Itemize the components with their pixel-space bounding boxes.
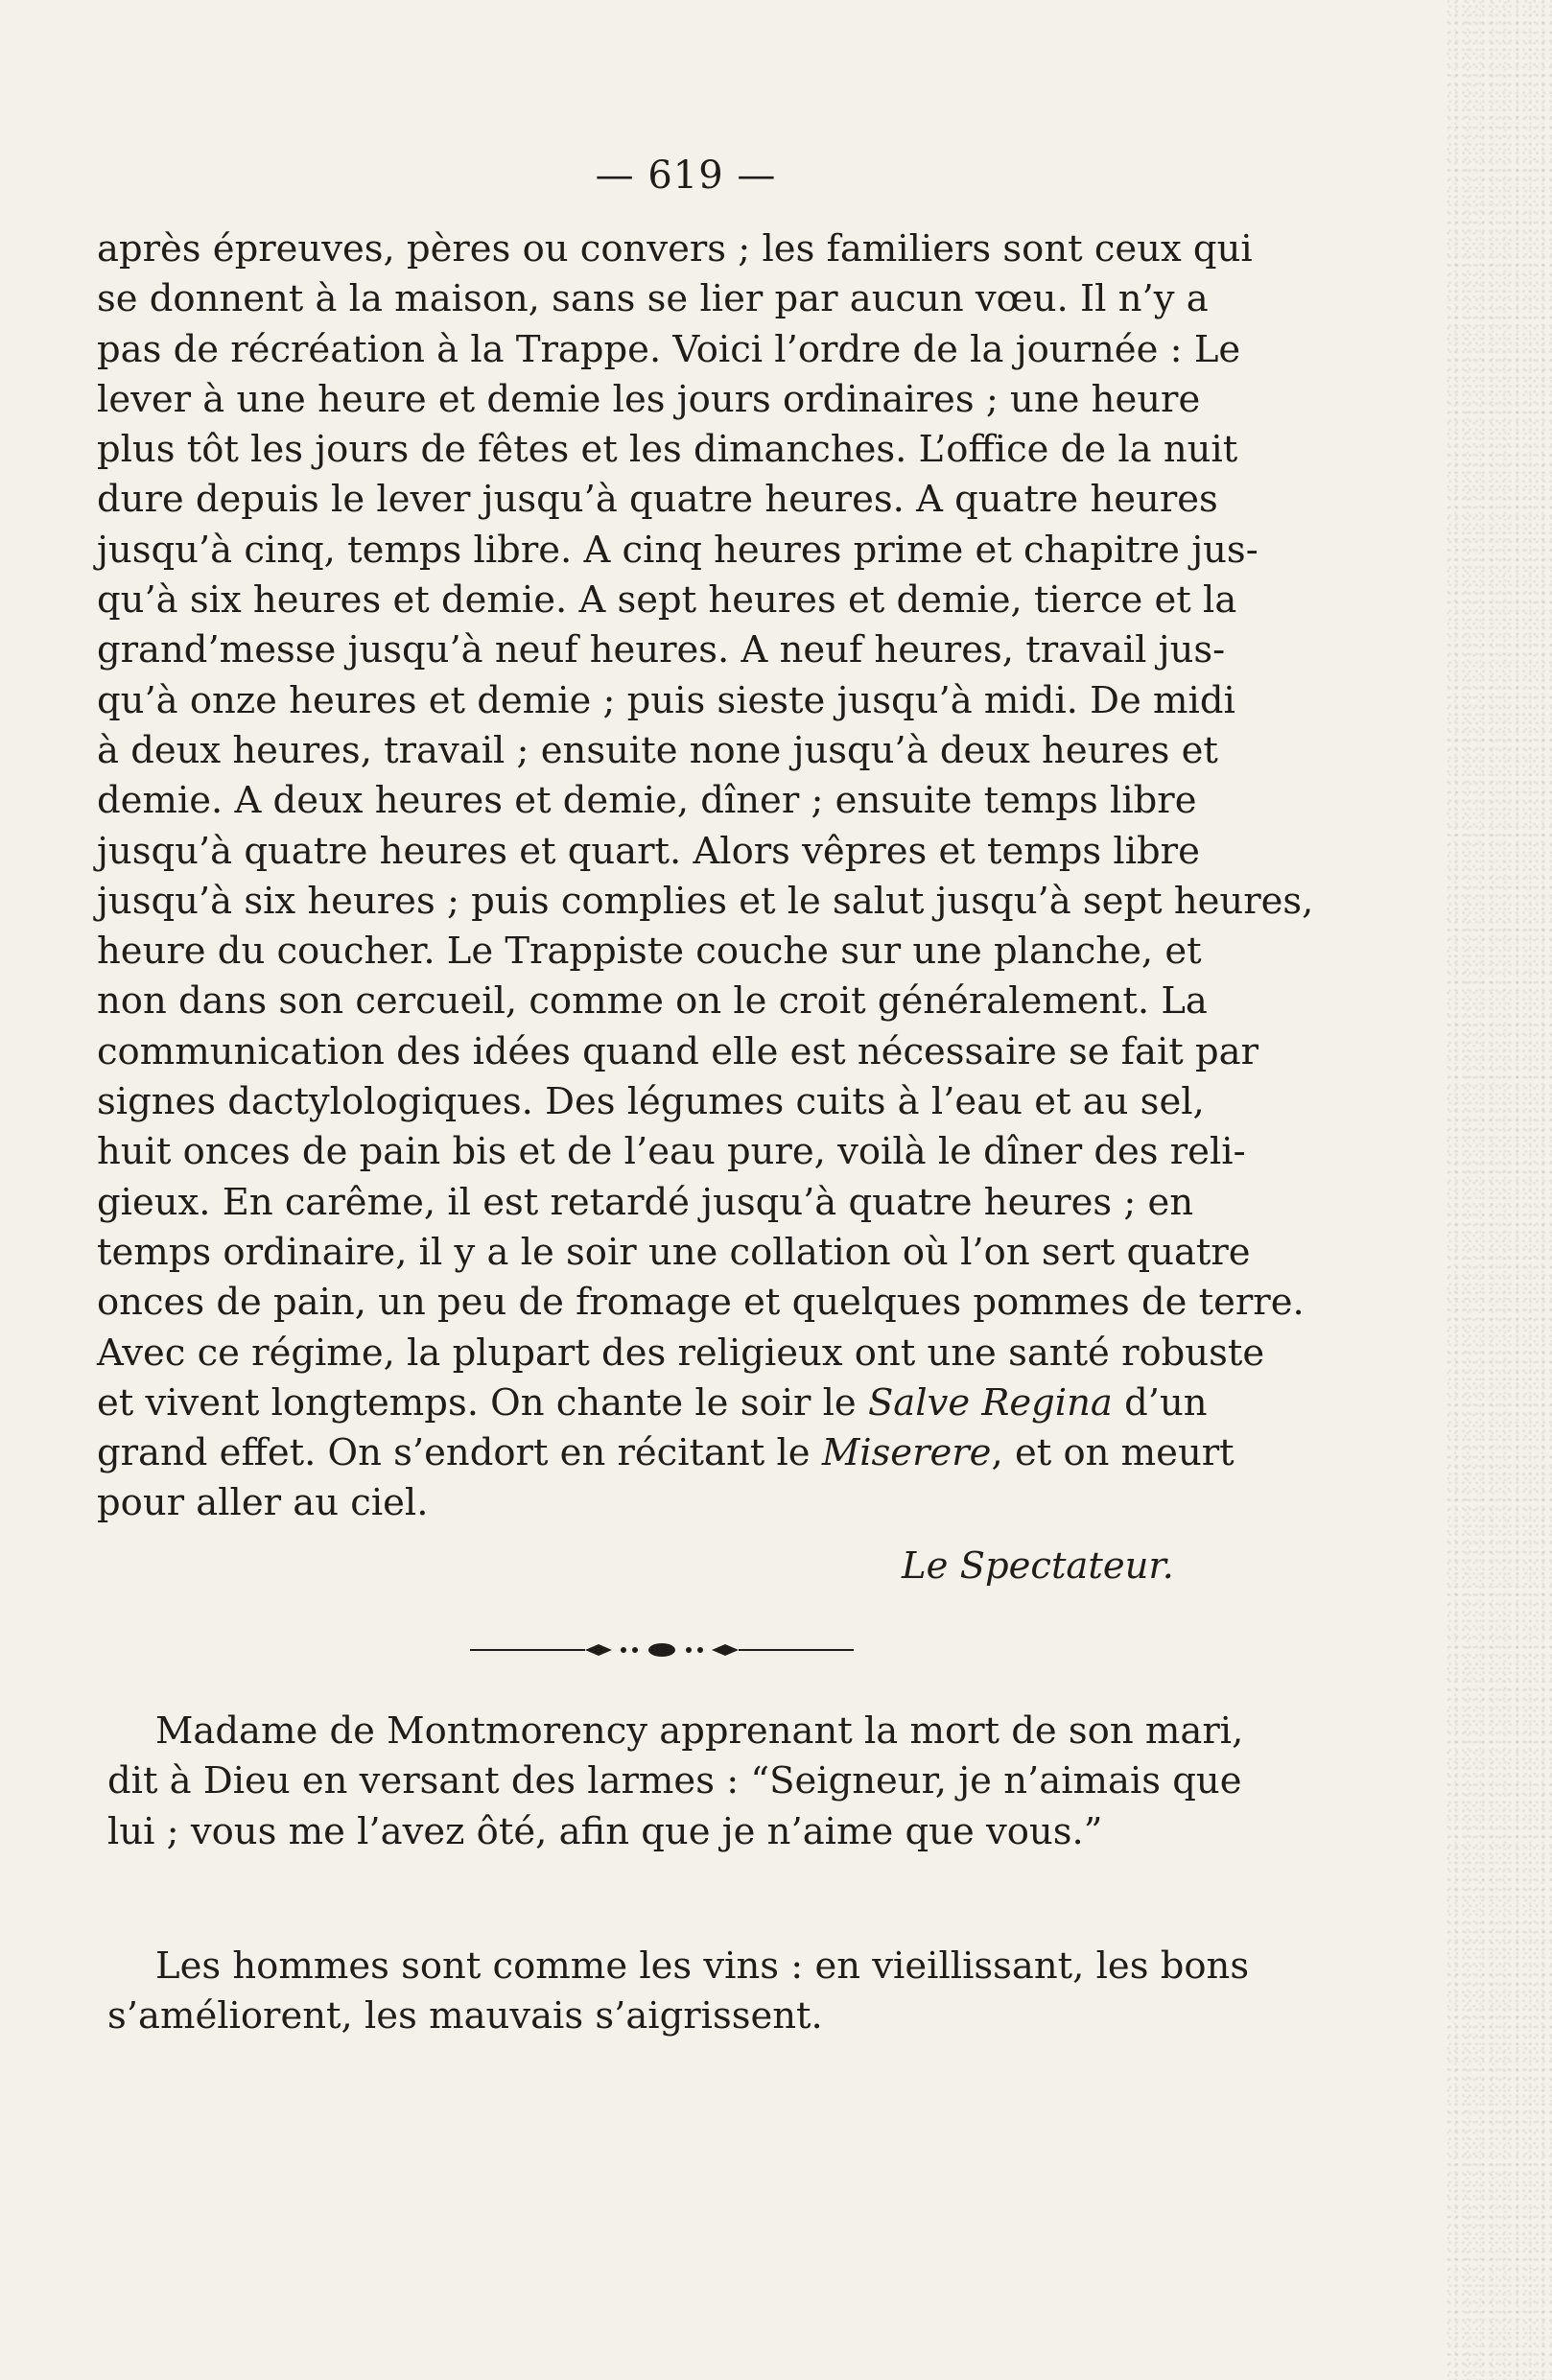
text-line: signes dactylologiques. Des légumes cuits à l’eau et au sel, bbox=[97, 1080, 1205, 1124]
text-line-with-italic bbox=[97, 1428, 1235, 1478]
paper-speckle bbox=[1446, 0, 1552, 2380]
text-line: non dans son cercueil, comme on le croit généralement. La bbox=[97, 979, 1208, 1024]
text-line: dit à Dieu en versant des larmes : “Seigneur, je n’aimais que bbox=[107, 1759, 1242, 1803]
text-segment: et vivent longtemps. On chante le soir le bbox=[97, 1380, 868, 1425]
text-line: onces de pain, un peu de fromage et quelques pommes de terre. bbox=[97, 1281, 1305, 1325]
text-line: après épreuves, pères ou convers ; les familiers sont ceux qui bbox=[97, 227, 1253, 271]
page-number: — 619 — bbox=[595, 153, 777, 198]
text-line: jusqu’à six heures ; puis complies et le salut jusqu’à sept heures, bbox=[97, 879, 1314, 923]
text-line: communication des idées quand elle est nécessaire se fait par bbox=[97, 1029, 1259, 1073]
text-line: pas de récréation à la Trappe. Voici l’ordre de la journée : Le bbox=[97, 327, 1241, 371]
text-line: Les hommes sont comme les vins : en vieillissant, les bons bbox=[155, 1944, 1250, 1988]
proverb-wine bbox=[107, 1940, 1250, 2040]
article-signature: Le Spectateur. bbox=[902, 1544, 1174, 1588]
text-line: demie. A deux heures et demie, dîner ; ensuite temps libre bbox=[97, 779, 1197, 823]
text-line: pour aller au ciel. bbox=[97, 1481, 429, 1525]
main-article-text bbox=[97, 224, 1314, 1529]
text-line: huit onces de pain bis et de l’eau pure, voilà le dîner des reli- bbox=[97, 1130, 1246, 1174]
text-line: gieux. En carême, il est retardé jusqu’à quatre heures ; en bbox=[97, 1180, 1194, 1224]
text-segment: grand effet. On s’endort en récitant le bbox=[97, 1431, 822, 1475]
text-line: dure depuis le lever jusqu’à quatre heures. A quatre heures bbox=[97, 478, 1218, 522]
text-line: jusqu’à quatre heures et quart. Alors vêpres et temps libre bbox=[97, 829, 1200, 873]
italic-title-miserere: Miserere bbox=[821, 1431, 992, 1475]
anecdote-montmorency bbox=[107, 1705, 1244, 1855]
text-line: qu’à onze heures et demie ; puis sieste jusqu’à midi. De midi bbox=[97, 678, 1235, 722]
text-segment: , et on meurt bbox=[991, 1431, 1235, 1475]
text-line: heure du coucher. Le Trappiste couche sur une planche, et bbox=[97, 930, 1202, 974]
text-line: s’améliorent, les mauvais s’aigrissent. bbox=[107, 1994, 823, 2038]
text-line: Avec ce régime, la plupart des religieux ont une santé robuste bbox=[97, 1331, 1265, 1375]
text-line: temps ordinaire, il y a le soir une collation où l’on sert quatre bbox=[97, 1230, 1251, 1274]
text-line: qu’à six heures et demie. A sept heures et demie, tierce et la bbox=[97, 578, 1237, 623]
text-line: lever à une heure et demie les jours ordinaires ; une heure bbox=[97, 377, 1201, 421]
text-line: jusqu’à cinq, temps libre. A cinq heures prime et chapitre jus- bbox=[97, 528, 1258, 572]
italic-title-salve-regina: Salve Regina bbox=[867, 1380, 1113, 1425]
text-line: à deux heures, travail ; ensuite none jusqu’à deux heures et bbox=[97, 728, 1218, 772]
text-segment: d’un bbox=[1112, 1380, 1208, 1425]
text-line-with-italic bbox=[97, 1379, 1208, 1428]
text-line: Madame de Montmorency apprenant la mort de son mari, bbox=[155, 1709, 1244, 1753]
text-line: se donnent à la maison, sans se lier par aucun vœu. Il n’y a bbox=[97, 277, 1209, 321]
ornament-divider-icon bbox=[470, 1638, 854, 1661]
text-line: grand’messe jusqu’à neuf heures. A neuf heures, travail jus- bbox=[97, 628, 1226, 672]
text-line: lui ; vous me l’avez ôté, afin que je n’aime que vous.” bbox=[107, 1809, 1103, 1853]
text-line: plus tôt les jours de fêtes et les dimanches. L’office de la nuit bbox=[97, 428, 1238, 472]
